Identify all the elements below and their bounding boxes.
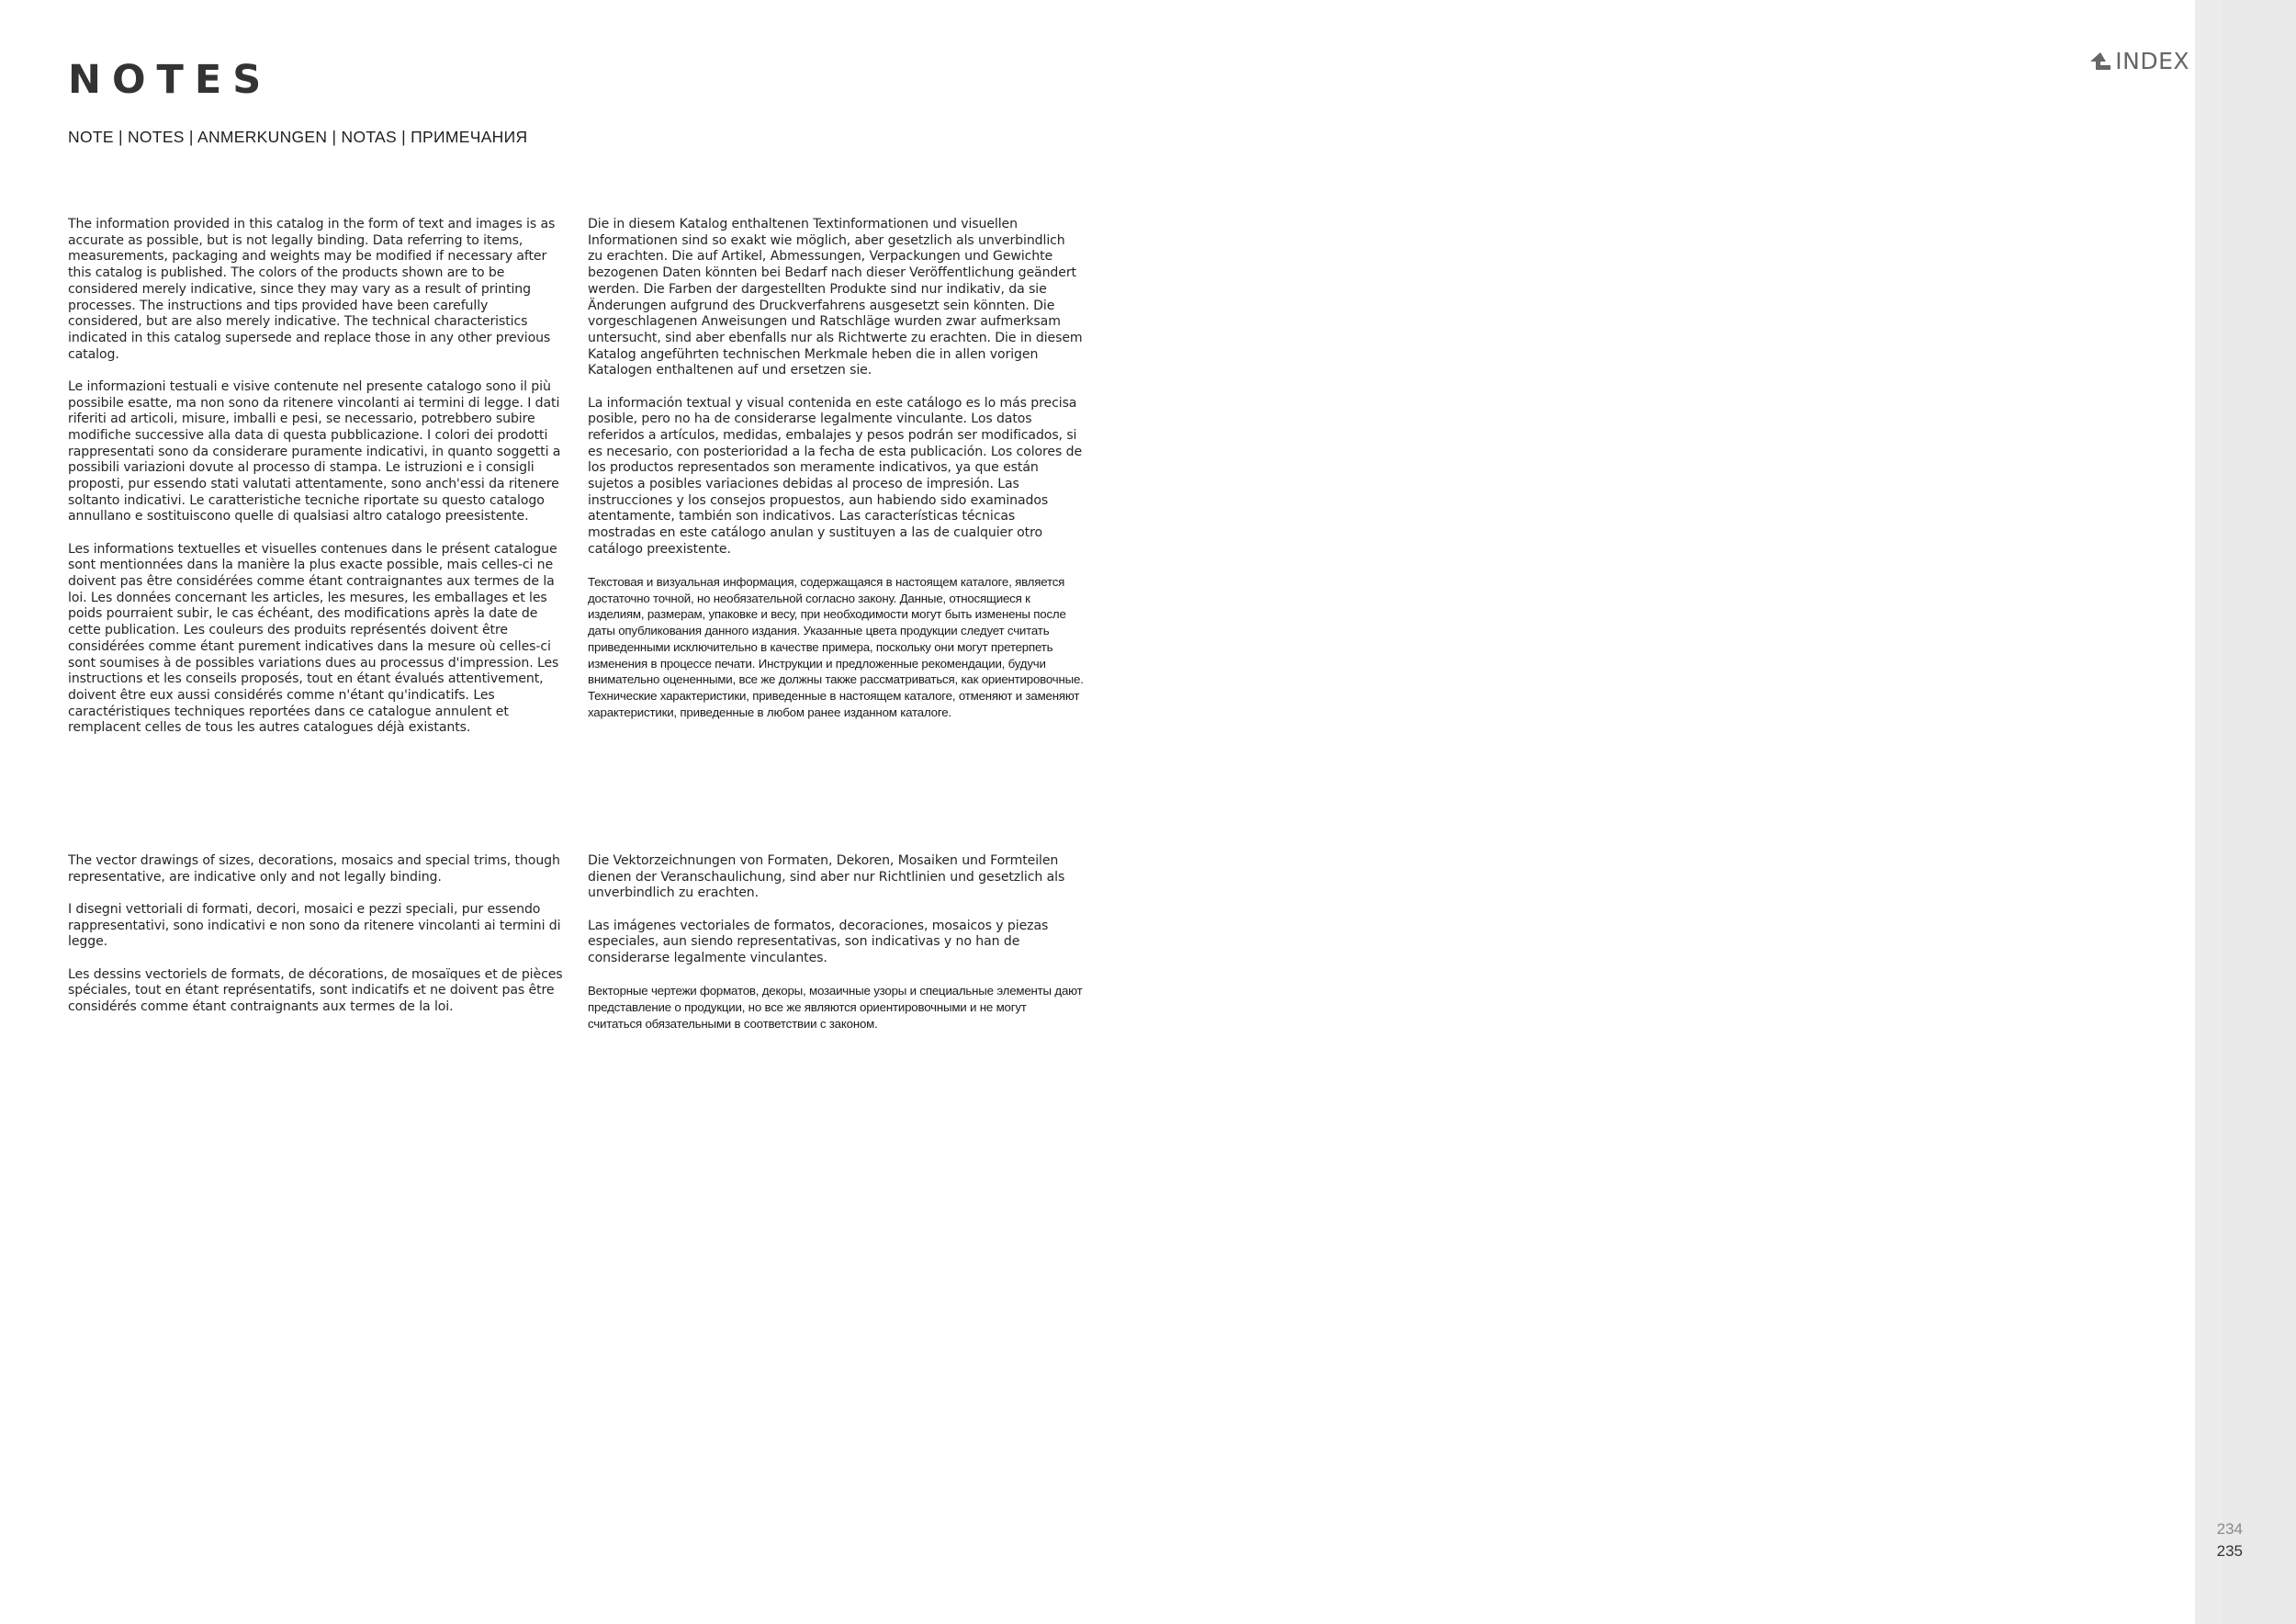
drawing-note-en: The vector drawings of sizes, decorations, mosaics and special trims, though representative, are indicative only and not legally binding.: [68, 853, 560, 885]
drawing-note-fr: Les dessins vectoriels de formats, de décorations, de mosaïques et de pièces spéciales, tout en étant représentatifs, sont indicatifs et ne doivent pas être considérés comme étant contraignants aux termes de la loi.: [68, 966, 563, 1014]
catalog-note-de: Die in diesem Katalog enthaltenen Textinformationen und visuellen Informationen sind so exakt wie möglich, aber gesetzlich als unverbindlich zu erachten. Die auf Artikel, Abmessungen, Verpackungen und Gewichte bezogenen Daten könnten bei Bedarf nach dieser Veröffentlichung geändert werden. Die Farben der dargestellten Produkte sind nur indikativ, da sie Änderungen aufgrund des Druckverfahrens ausgesetzt sein könnten. Die vorgeschlagenen Anweisungen und Ratschläge wurden zwar aufmerksam untersucht, sind aber ebenfalls nur als Richtwerte zu erachten. Die in diesem Katalog angeführten technischen Merkmale heben die in allen vorigen Katalogen enthaltenen auf und ersetzen sie.: [588, 217, 1083, 378]
drawing-note-es: Las imágenes vectoriales de formatos, decoraciones, mosaicos y piezas especiales, aun siendo representativas, son indicativas y no han de considerarse legalmente vinculantes.: [588, 918, 1049, 966]
catalog-notes-right-column: [588, 217, 1084, 737]
drawing-note-de: Die Vektorzeichnungen von Formaten, Dekoren, Mosaiken und Formteilen dienen der Veranschaulichung, sind aber nur Richtlinien und gesetzlich als unverbindlich zu erachten.: [588, 853, 1065, 901]
page-numbers: [2217, 1518, 2243, 1562]
catalog-note-it: Le informazioni testuali e visive contenute nel presente catalogo sono il più possibile esatte, ma non sono da ritenere vincolanti ai termini di legge. I dati riferiti ad articoli, misure, imballi e pesi, se necessario, potrebbero subire modifiche successive alla data di questa pubblicazione. I colori dei prodotti rappresentati sono da considerare puramente indicativi, in quanto soggetti a possibili variazioni dovute al processo di stampa. Le istruzioni e i consigli proposti, pur essendo stati valutati attentamente, sono anch'essi da ritenere soltanto indicativi. Le caratteristiche tecniche riportate su questo catalogo annullano e sostituiscono quelle di qualsiasi altro catalogo preesistente.: [68, 378, 561, 524]
arrow-up-left-icon: [2088, 51, 2112, 72]
catalog-note-es: La información textual y visual contenida en este catálogo es lo más precisa posible, pero no ha de considerarse legalmente vinculante. Los datos referidos a artículos, medidas, embalajes y pesos podrán ser modificados, si es necesario, con posterioridad a la fecha de esta publicación. Los colores de los productos representados son meramente indicativos, ya que están sujetos a posibles variaciones debidas al proceso de impresión. Las instrucciones y los consejos propuestos, aun habiendo sido examinados atentamente, también son indicativos. Las características técnicas mostradas en este catálogo anulan y sustituyen a las de cualquier otro catálogo preexistente.: [588, 395, 1083, 557]
index-link[interactable]: [2088, 48, 2189, 74]
drawing-notes-left-column: [68, 853, 564, 1032]
index-label: INDEX: [2115, 48, 2189, 74]
page-title: NOTES: [68, 57, 273, 103]
page-subtitle: NOTE | NOTES | ANMERKUNGEN | NOTAS | ПРИМЕЧАНИЯ: [68, 128, 528, 146]
catalog-note-ru: Текстовая и визуальная информация, содержащаяся в настоящем каталоге, является достаточно точной, но необязательной согласно закону. Данные, относящиеся к изделиям, размерам, упаковке и весу, при необходимости могут быть изменены после даты опубликования данного издания. Указанные цвета продукции следует считать приведенными исключительно в качестве примера, поскольку они могут претерпеть изменения в процессе печати. Инструкции и предложенные рекомендации, будучи внимательно оцененными, все же должны также рассматриваться, как ориентировочные. Технические характеристики, приведенные в настоящем каталоге, отменяют и заменяют характеристики, приведенные в любом ранее изданном каталоге.: [588, 575, 1084, 719]
catalog-note-en: The information provided in this catalog in the form of text and images is as accurate as possible, but is not legally binding. Data referring to items, measurements, packaging and weights may be modified if necessary after this catalog is published. The colors of the products shown are to be considered merely indicative, since they may vary as a result of printing processes. The instructions and tips provided have been carefully considered, but are also merely indicative. The technical characteristics indicated in this catalog supersede and replace those in any other previous catalog.: [68, 217, 556, 362]
page-number-left: 234: [2216, 1520, 2243, 1538]
catalog-note-fr: Les informations textuelles et visuelles contenues dans le présent catalogue sont mentionnées dans la manière la plus exacte possible, mais celles-ci ne doivent pas être considérées comme étant contraignantes aux termes de la loi. Les données concernant les articles, les mesures, les emballages et les poids pourraient subir, le cas échéant, des modifications après la date de cette publication. Les couleurs des produits représentés doivent être considérées comme étant purement indicatives dans la mesure où celles-ci sont soumises à de possibles variations dues au processus d'impression. Les instructions et les conseils proposés, tout en étant évalués attentivement, doivent être eux aussi considérés comme n'étant qu'indicatifs. Les caractéristiques techniques reportées dans ce catalogue annulent et remplacent celles de tous les autres catalogues déjà existants.: [68, 541, 559, 736]
page-edge-band: [2195, 0, 2296, 1624]
drawing-notes-right-column: [588, 853, 1084, 1048]
drawing-note-ru: Векторные чертежи форматов, декоры, мозаичные узоры и специальные элементы дают представление о продукции, но все же являются ориентировочными и не могут считаться обязательными в соответствии с законом.: [588, 984, 1083, 1031]
catalog-notes-left-column: [68, 217, 564, 753]
drawing-note-it: I disegni vettoriali di formati, decori, mosaici e pezzi speciali, pur essendo rappresentativi, sono indicativi e non sono da ritenere vincolanti ai termini di legge.: [68, 901, 561, 950]
page-edge-shadow: [2223, 0, 2296, 1624]
page-number-right: 235: [2216, 1542, 2243, 1560]
